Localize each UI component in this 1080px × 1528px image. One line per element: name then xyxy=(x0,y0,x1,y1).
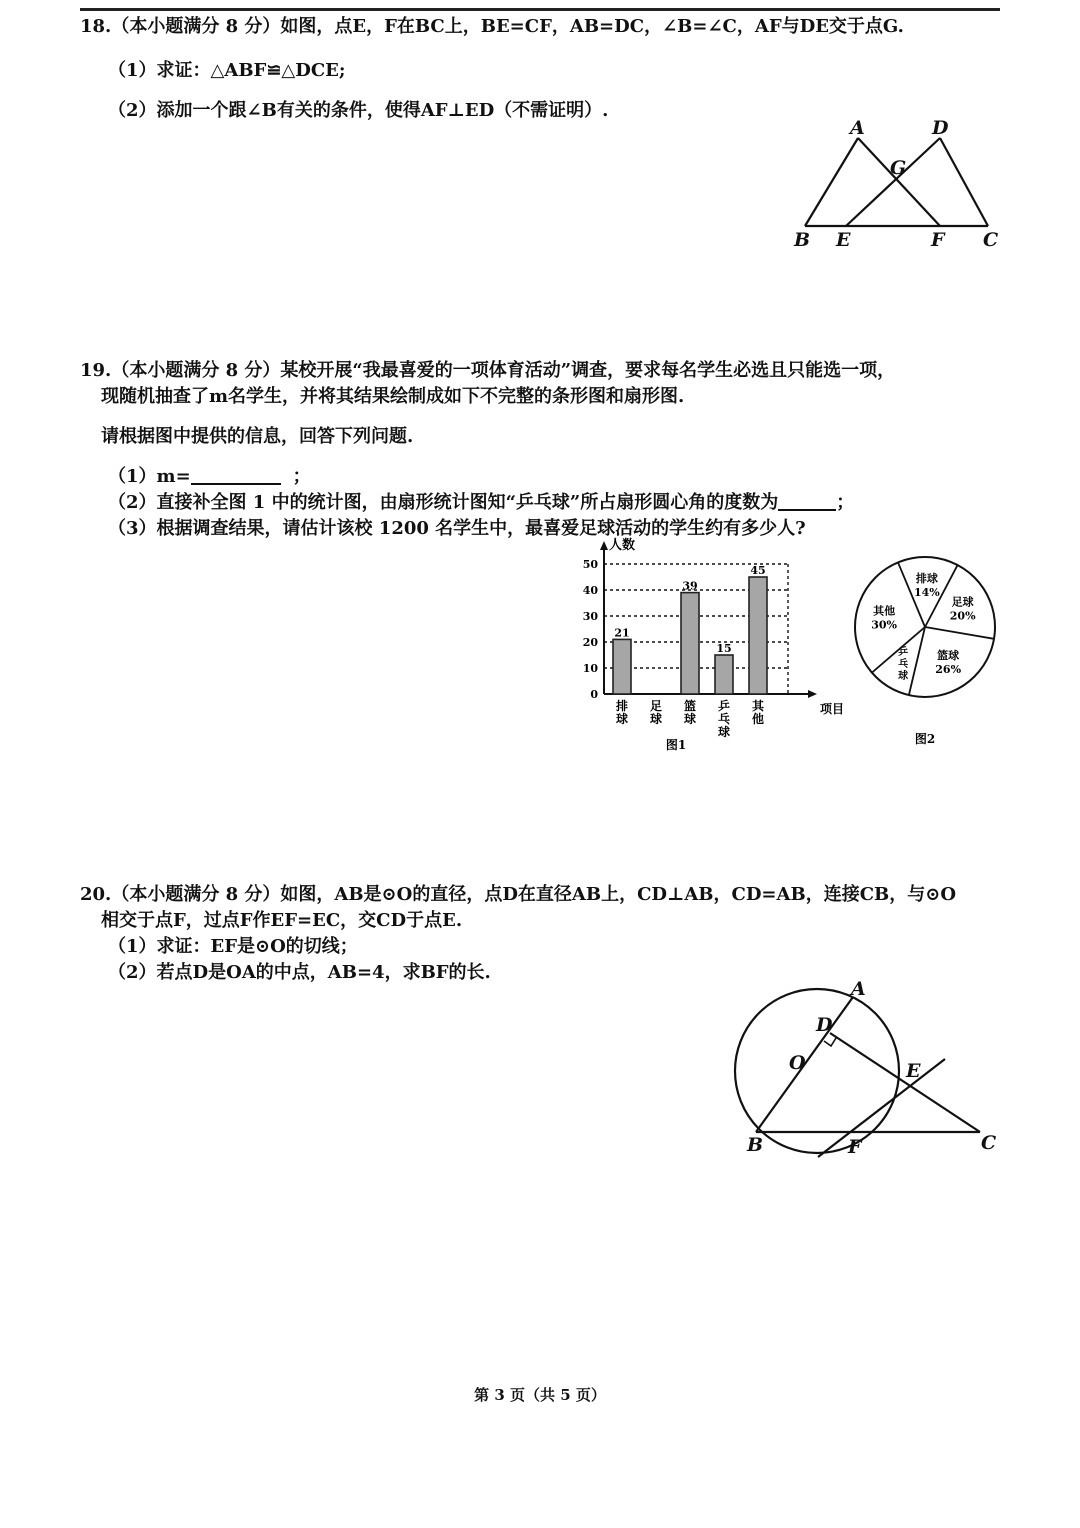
pie-chart xyxy=(845,555,1005,745)
y-axis-title: 人数 xyxy=(609,538,636,553)
q19-part1-end: ； xyxy=(292,466,311,487)
x-tick-label: 球 xyxy=(683,712,697,726)
pie-slice-percent: 26% xyxy=(935,663,962,677)
pie-slice-2 xyxy=(935,648,961,676)
q18-part2: （2）添加一个跟∠B有关的条件，使得AF⊥ED（不需证明）. xyxy=(108,100,609,121)
page-footer: 第 3 页（共 5 页） xyxy=(474,1386,606,1404)
pie-slice-name: 其他 xyxy=(873,604,896,618)
q19-part2 xyxy=(108,488,854,514)
q19-part2-text: （2）直接补全图 1 中的统计图，由扇形统计图知“乒乓球”所占扇形圆心角的度数为 xyxy=(108,492,779,513)
y-tick-label: 20 xyxy=(582,636,598,649)
y-tick-label: 50 xyxy=(582,558,598,571)
pie-slice-3 xyxy=(898,645,908,682)
fig2-caption: 图2 xyxy=(914,732,936,746)
q20-stem-line2: 相交于点F，过点F作EF=EC，交CD于点E. xyxy=(101,910,463,931)
segment-DC xyxy=(940,138,988,226)
x-tick-label: 他 xyxy=(751,712,765,726)
pie-slice-name: 排球 xyxy=(915,572,938,586)
y-axis-arrow xyxy=(600,541,608,550)
segment-AB xyxy=(805,138,858,226)
bar-4 xyxy=(749,577,767,694)
x-axis-arrow xyxy=(808,690,817,698)
bar-2 xyxy=(681,593,699,694)
pie-slice-percent: 14% xyxy=(913,586,940,600)
pie-slice-percent: 30% xyxy=(871,618,898,632)
x-tick-label: 球 xyxy=(649,712,663,726)
label-E: E xyxy=(906,1060,921,1082)
pie-slice-4 xyxy=(871,603,897,631)
x-tick-label: 球 xyxy=(615,712,629,726)
segment-DC xyxy=(830,1033,980,1132)
bar-3 xyxy=(715,655,733,694)
x-tick-label: 足 xyxy=(649,699,663,713)
x-tick-label: 乒 xyxy=(717,699,731,713)
y-tick-label: 0 xyxy=(590,688,598,701)
x-axis-title: 项目 xyxy=(820,702,845,716)
pie-slice-name: 乓 xyxy=(898,658,909,670)
q18-stem: 18.（本小题满分 8 分）如图，点E，F在BC上，BE=CF，AB=DC，∠B=∠C，AF与DE交于点G. xyxy=(80,16,904,37)
bar-value-label: 15 xyxy=(716,642,732,655)
bar-0 xyxy=(613,639,631,694)
label-C: C xyxy=(983,229,999,251)
label-B: B xyxy=(747,1134,764,1156)
segment-AF xyxy=(858,138,940,226)
label-G: G xyxy=(890,157,907,179)
x-tick-label: 球 xyxy=(717,725,731,739)
label-D: D xyxy=(816,1014,833,1036)
label-E: E xyxy=(836,229,851,251)
y-tick-label: 40 xyxy=(582,584,598,597)
segment-DE xyxy=(846,138,940,226)
label-O: O xyxy=(789,1052,806,1074)
q20-part2: （2）若点D是OA的中点，AB=4，求BF的长. xyxy=(108,962,491,983)
q19-stem-line1: 19.（本小题满分 8 分）某校开展“我最喜爱的一项体育活动”调查，要求每名学生必选且只能选一项， xyxy=(80,360,896,381)
pie-slice-0 xyxy=(914,571,940,599)
label-F: F xyxy=(931,229,945,251)
label-A: A xyxy=(851,978,866,1000)
bar-value-label: 39 xyxy=(682,579,698,593)
q20-circle-figure xyxy=(710,975,1010,1165)
pie-slice-name: 球 xyxy=(898,670,909,682)
bar-value-label: 21 xyxy=(614,626,630,640)
bar-chart xyxy=(570,532,845,754)
x-tick-label: 篮 xyxy=(683,699,697,713)
x-tick-label: 其 xyxy=(751,699,765,713)
label-A: A xyxy=(850,117,865,139)
fig1-caption: 图1 xyxy=(665,738,687,752)
y-tick-label: 30 xyxy=(582,610,598,623)
q19-intro: 请根据图中提供的信息，回答下列问题. xyxy=(101,426,414,447)
q19-part3: （3）根据调查结果，请估计该校 1200 名学生中，最喜爱足球活动的学生约有多少人? xyxy=(108,518,806,539)
answer-blank-m[interactable] xyxy=(191,465,281,485)
pie-slice-1 xyxy=(950,594,976,622)
x-tick-label: 排 xyxy=(615,699,629,713)
pie-slice-percent: 20% xyxy=(949,609,976,623)
q20-stem-line1: 20.（本小题满分 8 分）如图，AB是⊙O的直径，点D在直径AB上，CD⊥AB，CD=AB，连接CB，与⊙O xyxy=(80,884,956,905)
q19-part1 xyxy=(108,462,311,488)
bar-value-label: 45 xyxy=(750,564,766,577)
pie-slice-name: 篮球 xyxy=(937,649,960,663)
x-tick-label: 乓 xyxy=(717,712,731,726)
label-C: C xyxy=(981,1132,997,1154)
pie-slice-name: 足球 xyxy=(951,595,974,609)
answer-blank-angle[interactable] xyxy=(778,491,836,511)
y-tick-label: 10 xyxy=(582,662,598,675)
segment-EF xyxy=(818,1059,945,1157)
top-rule xyxy=(80,8,1000,11)
q18-triangle-figure xyxy=(780,110,1010,260)
label-D: D xyxy=(932,117,949,139)
label-F: F xyxy=(848,1136,862,1158)
q18-part1: （1）求证：△ABF≌△DCE; xyxy=(108,60,346,81)
label-B: B xyxy=(794,229,811,251)
pie-slice-name: 乒 xyxy=(898,646,909,658)
right-angle-mark xyxy=(824,1038,836,1046)
q19-stem-line2: 现随机抽查了m名学生，并将其结果绘制成如下不完整的条形图和扇形图. xyxy=(101,386,685,407)
q19-part1-text: （1）m= xyxy=(108,466,191,487)
q19-part2-end: ； xyxy=(836,492,855,513)
q20-part1: （1）求证：EF是⊙O的切线； xyxy=(108,936,358,957)
